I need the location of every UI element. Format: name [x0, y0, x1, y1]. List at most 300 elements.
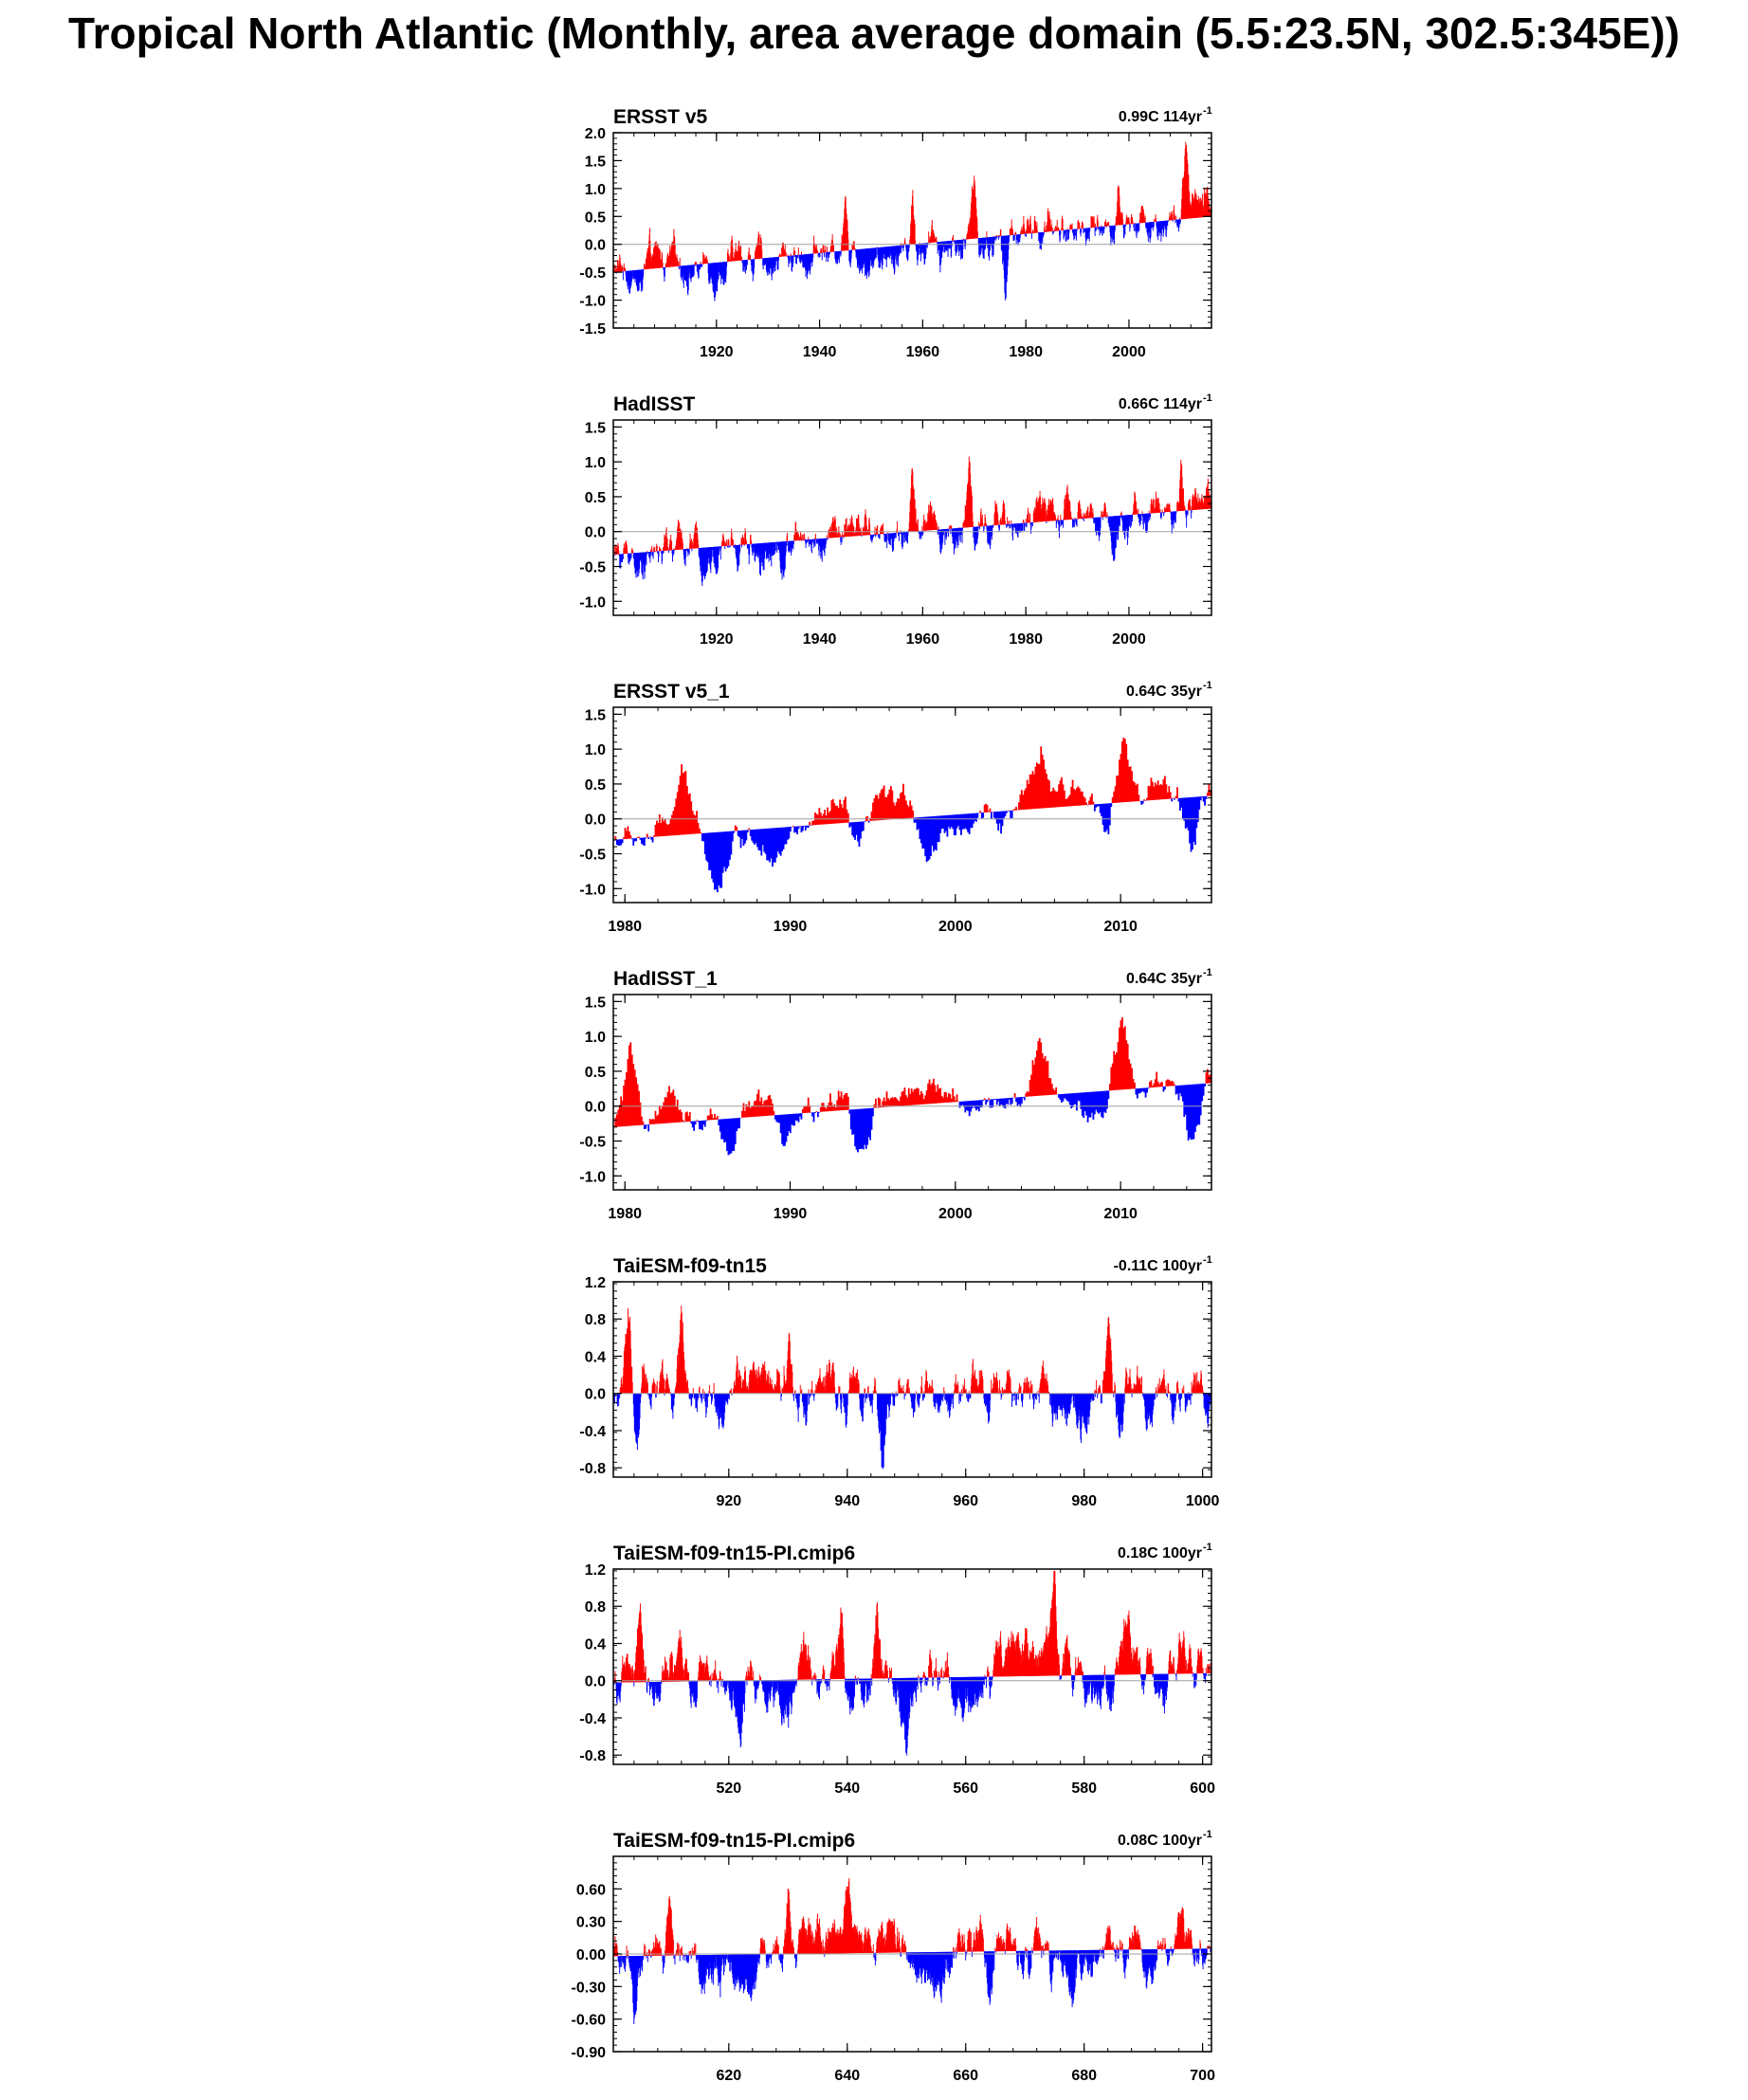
negative-anomalies [644, 1084, 1206, 1156]
anomaly-bar [1007, 524, 1008, 527]
anomaly-bar [663, 263, 664, 267]
y-tick-label: 0.0 [584, 1099, 606, 1116]
anomaly-bar [657, 546, 658, 552]
anomaly-bar [691, 539, 692, 548]
anomaly-bar [998, 236, 999, 240]
anomaly-bar [679, 266, 680, 270]
anomaly-bar [979, 523, 980, 526]
anomaly-bar [793, 540, 794, 544]
anomaly-bar [792, 826, 794, 827]
anomaly-bar [647, 837, 649, 839]
anomaly-bar [1101, 517, 1102, 527]
anomaly-bar [1094, 226, 1095, 227]
trend-label: 0.99C 114yr [1118, 109, 1202, 125]
x-tick-label: 1960 [905, 631, 940, 648]
anomaly-bar [1106, 227, 1107, 228]
anomaly-bar [930, 243, 931, 244]
anomaly-bar [1148, 1087, 1150, 1088]
anomaly-bar [992, 525, 993, 528]
anomaly-bar [1068, 229, 1069, 232]
anomaly-bar [982, 1100, 984, 1101]
anomaly-bar [747, 260, 748, 265]
anomaly-bar [1023, 520, 1024, 522]
y-tick-label: 1.5 [584, 420, 606, 437]
anomaly-bar [618, 1394, 619, 1406]
anomaly-bar [986, 231, 987, 238]
anomaly-bar [632, 552, 633, 554]
anomaly-bar [659, 551, 660, 557]
anomaly-bar [651, 1394, 652, 1397]
anomaly-bar [1083, 519, 1084, 521]
panel-title: ERSST v5_1 [613, 681, 730, 703]
anomaly-bar [1024, 1097, 1026, 1101]
anomaly-bar [651, 546, 652, 552]
anomaly-bar [1168, 221, 1169, 223]
anomaly-bar [982, 523, 983, 526]
anomaly-bar [738, 1118, 740, 1128]
anomaly-bar [692, 1394, 693, 1397]
anomaly-bar [1020, 230, 1021, 234]
anomaly-bar [1025, 234, 1026, 237]
anomaly-bar [958, 527, 959, 528]
x-tick-label: 2000 [1112, 344, 1146, 360]
anomaly-bar [622, 839, 624, 843]
anomaly-bar [1173, 220, 1174, 222]
panel-title: HadISST [613, 393, 696, 415]
panel-3 [579, 680, 1211, 935]
anomaly-bar [669, 1389, 670, 1394]
anomaly-bar [841, 538, 842, 545]
anomaly-bar [734, 545, 735, 548]
anomaly-bar [824, 246, 825, 252]
anomaly-bar [1085, 803, 1087, 806]
anomaly-bar [876, 247, 877, 257]
anomaly-bar [1025, 523, 1026, 526]
anomaly-bar [937, 527, 938, 529]
anomaly-bar [1082, 519, 1083, 520]
anomaly-bar [1055, 226, 1056, 230]
anomaly-bar [909, 245, 910, 247]
anomaly-bar [632, 270, 633, 271]
anomaly-bar [700, 262, 701, 265]
anomaly-bar [1067, 228, 1068, 230]
anomaly-bar [982, 813, 984, 818]
y-tick-label: -0.5 [579, 559, 606, 576]
anomaly-bar [1008, 524, 1009, 526]
anomaly-bar [1115, 1385, 1116, 1393]
anomaly-bar [652, 837, 654, 843]
anomaly-bar [668, 550, 669, 551]
anomaly-bar [674, 549, 675, 550]
anomaly-bar [1105, 223, 1106, 227]
x-tick-label: 1980 [1009, 631, 1043, 648]
trend-label: 0.64C 35yr [1125, 684, 1202, 700]
anomaly-bar [1134, 224, 1135, 231]
anomaly-bar [1015, 232, 1016, 234]
anomaly-bar [1083, 228, 1084, 232]
positive-anomalies [613, 1017, 1211, 1127]
anomaly-bar [883, 532, 884, 534]
trend-label: 0.64C 35yr [1125, 971, 1202, 987]
anomaly-bar [802, 535, 803, 540]
positive-anomalies [620, 1306, 1204, 1394]
anomaly-bar [1185, 509, 1186, 511]
anomaly-bar [663, 551, 664, 554]
anomaly-bar [839, 1386, 840, 1393]
anomaly-bar [689, 1112, 691, 1122]
anomaly-bar [999, 235, 1000, 237]
anomaly-bar [921, 526, 922, 531]
anomaly-bar [1130, 224, 1131, 228]
anomaly-bar [993, 525, 994, 526]
anomaly-bar [804, 540, 805, 541]
anomaly-bar [875, 527, 876, 535]
anomaly-bar [724, 540, 725, 546]
anomaly-bar [1053, 230, 1054, 231]
anomaly-bar [912, 811, 914, 818]
anomaly-bar [615, 555, 616, 556]
anomaly-bar [918, 530, 919, 531]
anomaly-bar [986, 523, 987, 526]
anomaly-bar [1052, 231, 1053, 235]
anomaly-bar [1029, 515, 1030, 523]
anomaly-bar [641, 1394, 642, 1397]
anomaly-bar [649, 552, 650, 563]
anomaly-bar [693, 1388, 694, 1394]
anomaly-bar [814, 1390, 815, 1394]
y-tick-label: 0.5 [584, 489, 606, 506]
anomaly-bar [801, 538, 802, 539]
anomaly-bar [957, 240, 958, 249]
anomaly-bar [921, 1388, 922, 1394]
anomaly-bar [803, 535, 804, 540]
x-tick-label: 2010 [1103, 1206, 1138, 1222]
anomaly-bar [1046, 229, 1047, 231]
anomaly-bar [1011, 811, 1013, 818]
anomaly-bar [744, 544, 745, 545]
anomaly-bar [733, 1388, 734, 1393]
anomaly-bar [741, 538, 742, 545]
anomaly-bar [1021, 234, 1022, 235]
panel-title: HadISST_1 [613, 968, 718, 990]
anomaly-bar [801, 255, 802, 261]
anomaly-bar [700, 1386, 701, 1394]
anomaly-bar [1081, 514, 1082, 519]
anomaly-bar [872, 1108, 874, 1117]
anomaly-bar [1167, 503, 1168, 512]
anomaly-bar [841, 536, 842, 538]
anomaly-bar [951, 525, 952, 528]
anomaly-bar [1026, 234, 1027, 237]
anomaly-bar [1053, 231, 1054, 233]
anomaly-bar [774, 1111, 775, 1115]
anomaly-bar [834, 1387, 835, 1394]
anomaly-bar [835, 529, 836, 538]
anomaly-bar [1063, 228, 1064, 229]
anomaly-bar [788, 541, 789, 552]
anomaly-bar [1174, 220, 1175, 223]
anomaly-bar [1112, 1374, 1113, 1394]
anomaly-bar [1026, 519, 1027, 522]
anomaly-bar [664, 551, 665, 554]
anomaly-bar [790, 827, 792, 831]
x-tick-label: 1920 [699, 631, 734, 648]
anomaly-bar [623, 554, 624, 559]
anomaly-bar [987, 1100, 989, 1103]
anomaly-bar [811, 539, 812, 554]
anomaly-bar [1130, 515, 1131, 528]
anomaly-bar [1164, 1087, 1166, 1089]
anomaly-bar [847, 239, 848, 250]
anomaly-bar [987, 805, 989, 813]
anomaly-bar [859, 1383, 860, 1394]
anomaly-bar [619, 1394, 620, 1398]
anomaly-bar [727, 539, 728, 545]
anomaly-bar [1059, 228, 1060, 231]
anomaly-bar [764, 258, 765, 265]
y-tick-label: -1.5 [579, 321, 606, 338]
anomaly-bar [623, 271, 624, 280]
anomaly-bar [820, 253, 821, 257]
anomaly-bar [1031, 1384, 1032, 1394]
anomaly-bar [988, 1098, 990, 1100]
anomaly-bar [735, 544, 736, 545]
anomaly-bar [1032, 522, 1033, 526]
anomaly-bar [810, 1389, 811, 1393]
anomaly-bar [1172, 214, 1173, 220]
anomaly-bar [618, 551, 619, 555]
anomaly-bar [984, 1098, 986, 1100]
anomaly-bar [979, 526, 980, 529]
anomaly-bar [736, 827, 737, 831]
anomaly-bar [827, 535, 828, 538]
panel-5 [579, 1254, 1219, 1509]
anomaly-bar [840, 534, 841, 538]
anomaly-bar [1161, 1082, 1163, 1087]
anomaly-bar [1092, 518, 1093, 519]
anomaly-bar [848, 249, 849, 250]
anomaly-bar [695, 1121, 697, 1124]
anomaly-bar [991, 812, 992, 818]
anomaly-bar [696, 1120, 698, 1121]
y-tick-label: 0.5 [584, 210, 606, 227]
anomaly-bar [1054, 229, 1055, 230]
anomaly-bar [1002, 1388, 1003, 1394]
anomaly-bar [986, 237, 987, 240]
anomaly-bar [1175, 215, 1176, 219]
anomaly-bar [868, 821, 870, 823]
anomaly-bar [1178, 219, 1179, 228]
anomaly-bar [847, 1097, 849, 1110]
anomaly-bar [1011, 1098, 1013, 1104]
anomaly-bar [720, 546, 721, 549]
y-tick-label: -1.0 [579, 293, 606, 310]
anomaly-bar [747, 260, 748, 261]
anomaly-bar [748, 829, 750, 831]
anomaly-bar [842, 537, 843, 542]
anomaly-bar [1072, 224, 1073, 229]
anomaly-bar [1192, 510, 1193, 513]
anomaly-bar [801, 251, 802, 254]
anomaly-bar [1010, 524, 1011, 528]
anomaly-bar [654, 547, 655, 551]
anomaly-bar [724, 546, 725, 549]
anomaly-bar [644, 837, 646, 846]
anomaly-bar [952, 241, 953, 247]
anomaly-bar [863, 821, 865, 831]
anomaly-bar [817, 250, 818, 253]
anomaly-bar [702, 1389, 703, 1394]
anomaly-bar [1009, 235, 1010, 237]
anomaly-bar [671, 541, 672, 550]
anomaly-bar [929, 239, 930, 243]
anomaly-bar [851, 250, 852, 253]
x-tick-label: 1980 [608, 1206, 642, 1222]
anomaly-bar [994, 237, 995, 240]
anomaly-bar [631, 270, 632, 277]
anomaly-bar [1063, 520, 1064, 527]
negative-anomalies [613, 510, 1193, 586]
anomaly-bar [808, 826, 810, 828]
anomaly-bar [653, 552, 654, 559]
anomaly-bar [1191, 507, 1192, 511]
anomaly-bar [674, 550, 675, 551]
anomaly-bar [743, 539, 744, 544]
panel-title: ERSST v5 [613, 106, 708, 128]
anomaly-bar [1174, 798, 1175, 799]
anomaly-bar [1174, 216, 1175, 220]
anomaly-bar [786, 252, 787, 256]
anomaly-bar [1063, 219, 1064, 230]
panel-1 [579, 105, 1211, 360]
anomaly-bar [1120, 513, 1121, 516]
anomaly-bar [1096, 228, 1097, 230]
anomaly-bar [1060, 515, 1061, 520]
anomaly-bar [746, 541, 747, 545]
anomaly-bar [779, 254, 780, 257]
anomaly-bar [973, 521, 974, 526]
anomaly-bar [689, 549, 690, 555]
anomaly-bar [866, 530, 867, 536]
anomaly-bar [754, 259, 755, 268]
anomaly-bar [614, 836, 616, 840]
anomaly-bar [747, 830, 749, 832]
anomaly-bar [1014, 1093, 1016, 1098]
y-tick-label: 0.5 [584, 776, 606, 794]
anomaly-bar [1105, 507, 1106, 517]
x-tick-label: 1960 [905, 344, 940, 360]
y-tick-label: 0.5 [584, 1064, 606, 1081]
anomaly-bar [1149, 511, 1150, 514]
anomaly-bar [787, 256, 788, 257]
anomaly-bar [1179, 218, 1180, 220]
x-tick-label: 1920 [699, 344, 734, 360]
anomaly-bar [1045, 222, 1046, 232]
anomaly-bar [672, 550, 673, 556]
anomaly-bar [686, 1382, 687, 1394]
anomaly-bar [908, 1379, 909, 1394]
anomaly-bar [686, 548, 687, 549]
anomaly-bar [999, 525, 1000, 530]
anomaly-bar [717, 1116, 719, 1120]
panel-2 [579, 393, 1211, 648]
anomaly-bar [927, 1381, 928, 1394]
anomaly-bar [1012, 229, 1013, 235]
anomaly-bar [950, 525, 951, 529]
anomaly-bar [897, 521, 898, 533]
anomaly-bar [998, 520, 999, 524]
anomaly-bar [635, 838, 637, 841]
anomaly-bar [1089, 228, 1090, 231]
anomaly-bar [956, 1094, 958, 1102]
anomaly-bar [976, 813, 978, 818]
anomaly-bar [1014, 235, 1015, 240]
anomaly-bar [977, 231, 978, 238]
anomaly-bar [751, 540, 752, 544]
anomaly-bar [1131, 1389, 1132, 1393]
anomaly-bar [701, 832, 702, 833]
anomaly-bar [1148, 514, 1149, 519]
anomaly-bar [674, 1394, 675, 1398]
negative-anomalies [613, 1394, 1211, 1470]
anomaly-bar [887, 534, 888, 540]
anomaly-bar [1098, 221, 1099, 227]
anomaly-bar [645, 837, 646, 838]
anomaly-bar [732, 539, 733, 545]
anomaly-bar [978, 526, 979, 528]
anomaly-bar [698, 544, 699, 548]
anomaly-bar [632, 1382, 633, 1394]
y-tick-label: 0.0 [584, 812, 606, 829]
anomaly-bar [707, 1394, 708, 1408]
anomaly-bar [1066, 230, 1067, 241]
anomaly-bar [1093, 514, 1094, 518]
anomaly-bar [1060, 230, 1061, 234]
anomaly-bar [1108, 222, 1109, 227]
anomaly-bar [868, 1386, 869, 1394]
anomaly-bar [657, 1381, 658, 1394]
anomaly-bar [1081, 228, 1082, 232]
anomaly-bar [741, 257, 742, 261]
anomaly-bar [812, 254, 813, 258]
anomaly-bar [647, 1383, 648, 1394]
anomaly-bar [791, 253, 792, 255]
anomaly-bar [877, 247, 878, 248]
anomaly-bar [985, 518, 986, 526]
y-tick-label: 1.0 [584, 1030, 606, 1047]
anomaly-bar [869, 523, 870, 535]
anomaly-bar [661, 550, 662, 552]
anomaly-bar [996, 235, 997, 236]
anomaly-bar [795, 1390, 796, 1394]
anomaly-bar [1132, 515, 1133, 521]
y-tick-label: 1.0 [584, 742, 606, 759]
anomaly-bar [1101, 227, 1102, 233]
y-tick-label: 1.5 [584, 154, 606, 171]
anomaly-bar [1055, 1087, 1057, 1095]
y-tick-label: -0.5 [579, 847, 606, 864]
x-tick-label: 2000 [938, 1206, 973, 1222]
anomaly-bar [627, 551, 628, 553]
anomaly-bar [664, 1379, 665, 1394]
anomaly-bar [1135, 223, 1136, 224]
anomaly-bar [643, 1122, 645, 1125]
anomaly-bar [979, 811, 981, 813]
anomaly-bar [1005, 523, 1006, 524]
y-tick-label: 1.0 [584, 455, 606, 472]
anomaly-bar [1046, 511, 1047, 521]
anomaly-bar [668, 547, 669, 550]
